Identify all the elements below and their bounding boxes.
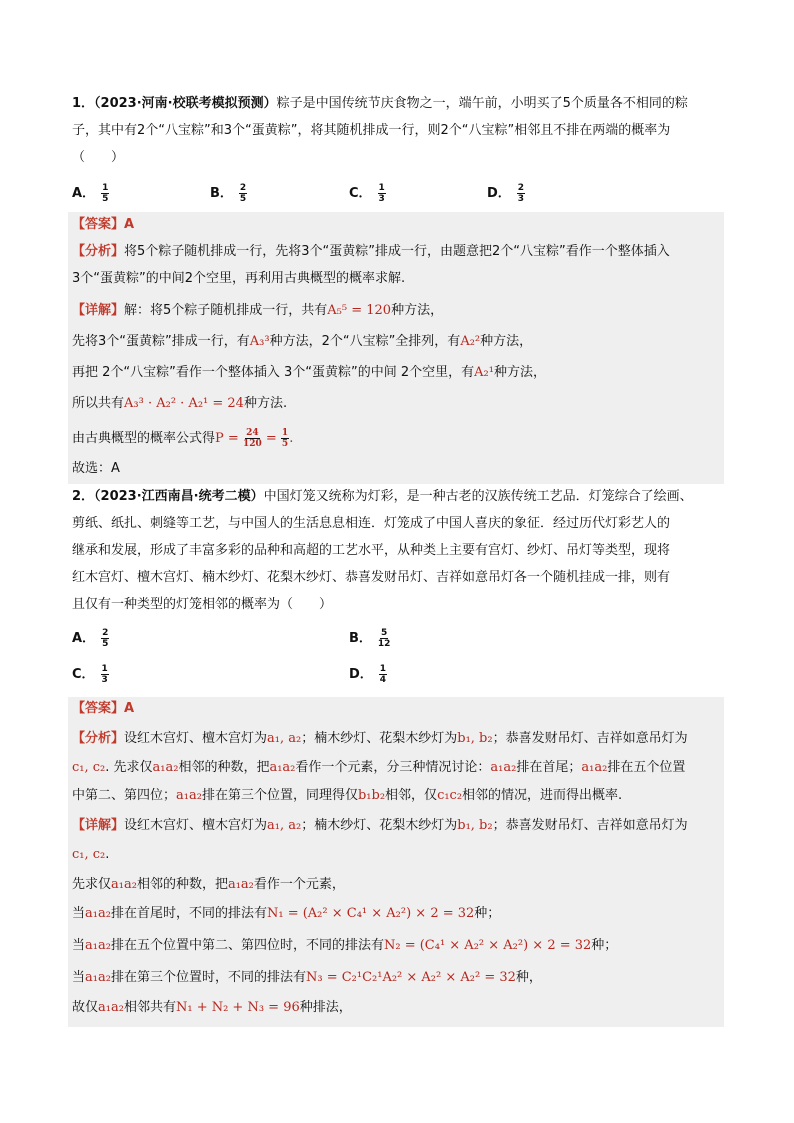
q1-source: （2023·河南·校联考模拟预测）	[94, 96, 277, 111]
q2-line-1	[72, 488, 693, 506]
fraction: $\frac{1}{3}$	[101, 664, 108, 685]
q1-detail-3: 再把 2个“八宝粽”看作一个整体插入 3个“蛋黄粽”的中间 2个空里，有A₂¹种方法，	[72, 365, 546, 380]
fraction: $\frac{1}{4}$	[379, 664, 387, 685]
q1-line-2: 子，其中有2个“八宝粽”和3个“蛋黄粽”，将其随机排成一行，则2个“八宝粽”相邻且不排在两端的概率为	[72, 123, 671, 138]
analysis-tag: 【分析】	[72, 731, 125, 746]
q2-option-c: C． $\frac{1}{3}$	[72, 664, 108, 685]
q2-text-1: 中国灯笼又统称为灯彩，是一种古老的汉族传统工艺品．灯笼综合了绘画、	[263, 489, 693, 504]
q1-number: 1．	[72, 96, 95, 111]
q1-detail-4: 所以共有A₃³ · A₂² · A₂¹ = 24种方法.	[72, 396, 288, 411]
q2-detail-7: 故仅a₁a₂相邻共有N₁ + N₂ + N₃ = 96种排法，	[72, 1000, 352, 1015]
math-expr: A₃³	[249, 334, 270, 349]
q2-detail-2: c₁, c₂.	[72, 847, 110, 862]
q1-detail-5: 由古典概型的概率公式得P = $\frac{24}{120}$ = $\frac{1}{5}$ .	[72, 428, 294, 449]
q2-option-a: A． $\frac{2}{5}$	[72, 628, 109, 649]
q1-detail-2: 先将3个“蛋黄粽”排成一行，有A₃³种方法，2个“八宝粽”全排列，有A₂²种方法，	[72, 334, 533, 349]
analysis-tag: 【分析】	[72, 244, 125, 259]
q2-line-5: 且仅有一种类型的灯笼相邻的概率为（ ）	[72, 597, 333, 612]
q2-line-4: 红木宫灯、檀木宫灯、楠木纱灯、花梨木纱灯、恭喜发财吊灯、吉祥如意吊灯各一个随机挂成一排，则有	[72, 570, 671, 585]
q1-analysis-1: 【分析】将5个粽子随机排成一行，先将3个“蛋黄粽”排成一行，由题意把2个“八宝粽”看作一个整体插入	[72, 244, 670, 259]
answer-value: A	[124, 217, 135, 232]
fraction: $\frac{2}{5}$	[239, 183, 247, 204]
q2-analysis-2: c₁, c₂. 先求仅a₁a₂相邻的种数，把a₁a₂看作一个元素，分三种情况讨论：a₁a₂排在首尾；a₁a₂排在五个位置	[72, 760, 686, 775]
q1-answer	[72, 216, 134, 234]
q2-line-3: 继承和发展，形成了丰富多彩的品种和高超的工艺水平，从种类上主要有宫灯、纱灯、吊灯等类型，现将	[72, 543, 671, 558]
fraction: $\frac{2}{3}$	[517, 183, 525, 204]
q2-line-2: 剪纸、纸扎、刺缝等工艺，与中国人的生活息息相连．灯笼成了中国人喜庆的象征．经过历代灯彩艺人的	[72, 516, 671, 531]
q1-option-d: D． $\frac{2}{3}$	[487, 183, 525, 204]
q1-line-1	[72, 95, 688, 113]
q2-analysis-3: 中第二、第四位；a₁a₂排在第三个位置，同理得仅b₁b₂相邻，仅c₁c₂相邻的情况，进而得出概率.	[72, 788, 623, 803]
q2-number: 2．	[72, 489, 95, 504]
q1-option-b: B． $\frac{2}{5}$	[210, 183, 247, 204]
fraction: $\frac{1}{3}$	[378, 183, 385, 204]
q2-option-b: B． $\frac{5}{12}$	[349, 628, 391, 649]
q1-analysis-2: 3个“蛋黄粽”的中间2个空里，再利用古典概型的概率求解.	[72, 271, 406, 286]
q1-option-c: C． $\frac{1}{3}$	[349, 183, 385, 204]
math-expr: A₂²	[460, 334, 481, 349]
math-expr: A₂¹	[474, 365, 494, 380]
q2-answer	[72, 700, 134, 718]
math-expr: A₃³ · A₂² · A₂¹ = 24	[124, 396, 244, 411]
q1-option-a: A． $\frac{1}{5}$	[72, 183, 109, 204]
fraction: $\frac{5}{12}$	[377, 628, 391, 649]
q2-source: （2023·江西南昌·统考二模）	[94, 489, 264, 504]
q2-detail-4: 当a₁a₂排在首尾时，不同的排法有N₁ = (A₂² × C₄¹ × A₂²) × 2 = 32种；	[72, 906, 501, 921]
answer-tag: 【答案】	[72, 217, 125, 232]
answer-tag: 【答案】	[72, 701, 125, 716]
q2-option-d: D． $\frac{1}{4}$	[349, 664, 387, 685]
q2-detail-6: 当a₁a₂排在第三个位置时，不同的排法有N₃ = C₂¹C₂¹A₂² × A₂² × A₂² = 32种，	[72, 970, 542, 985]
detail-tag: 【详解】	[72, 303, 125, 318]
fraction: $\frac{1}{5}$	[281, 428, 289, 449]
math-expr: A₅⁵ = 120	[327, 303, 392, 318]
detail-tag: 【详解】	[72, 818, 125, 833]
q2-detail-1: 【详解】设红木宫灯、檀木宫灯为a₁, a₂；楠木纱灯、花梨木纱灯为b₁, b₂；恭喜发财吊灯、吉祥如意吊灯为	[72, 818, 688, 833]
answer-value: A	[124, 701, 135, 716]
q1-conclusion: 故选：A	[72, 461, 120, 476]
q1-text-1: 粽子是中国传统节庆食物之一，端午前，小明买了5个质量各不相同的粽	[276, 96, 688, 111]
fraction: $\frac{24}{120}$	[242, 428, 262, 449]
fraction: $\frac{1}{5}$	[102, 183, 109, 204]
fraction: $\frac{2}{5}$	[102, 628, 109, 649]
q1-detail-1: 【详解】解：将5个粽子随机排成一行，共有A₅⁵ = 120种方法，	[72, 303, 444, 318]
q2-detail-5: 当a₁a₂排在五个位置中第二、第四位时，不同的排法有N₂ = (C₄¹ × A₂² × A₂²) × 2 = 32种；	[72, 938, 618, 953]
q2-analysis-1: 【分析】设红木宫灯、檀木宫灯为a₁, a₂；楠木纱灯、花梨木纱灯为b₁, b₂；恭喜发财吊灯、吉祥如意吊灯为	[72, 731, 688, 746]
q2-detail-3: 先求仅a₁a₂相邻的种数，把a₁a₂看作一个元素，	[72, 877, 345, 892]
q1-paren: （ ）	[72, 150, 125, 165]
